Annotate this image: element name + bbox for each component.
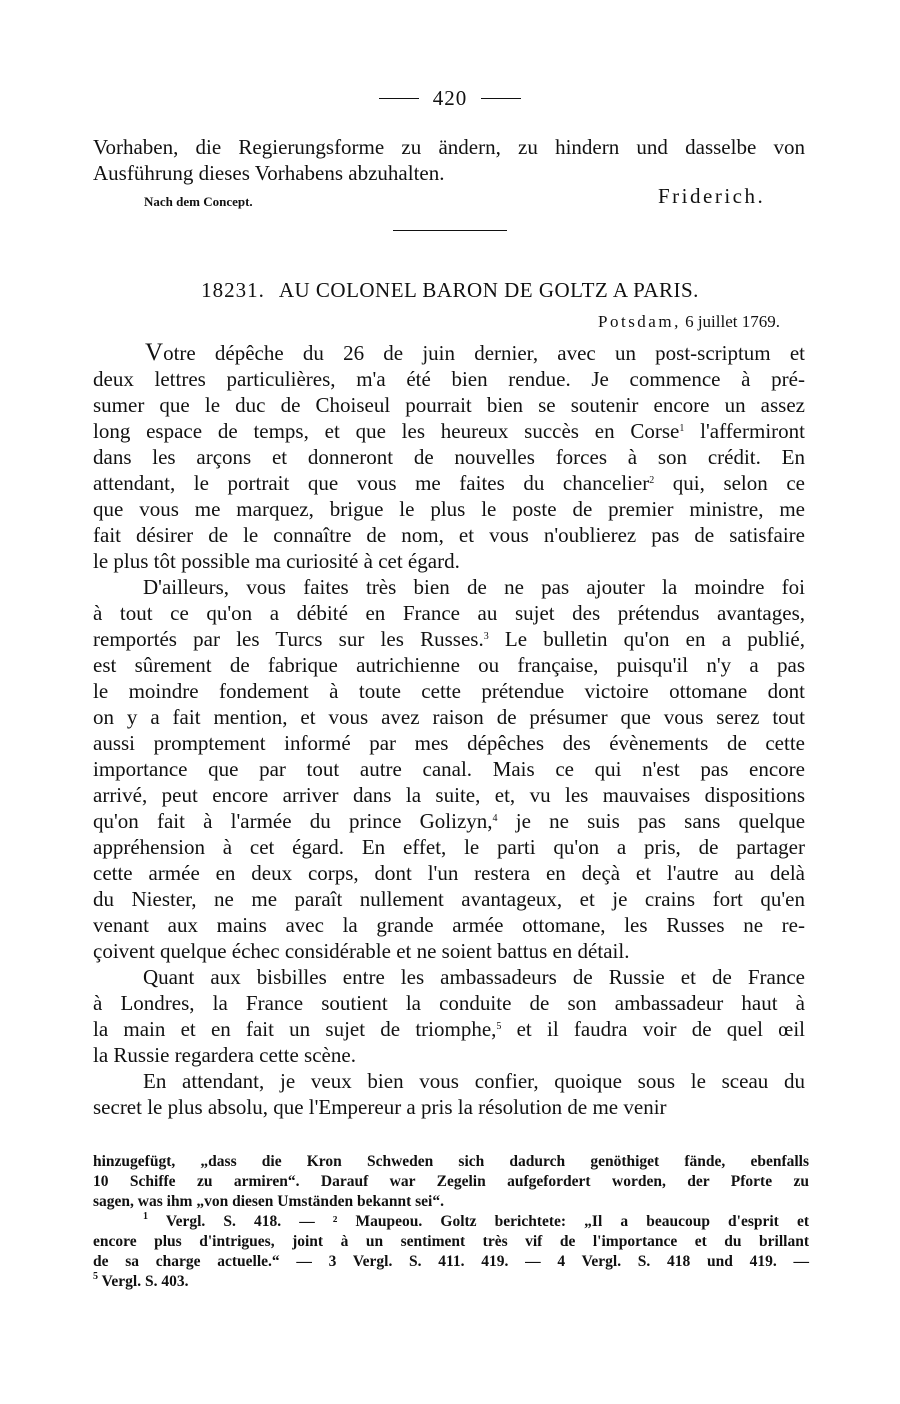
- body-line: [93, 1042, 805, 1068]
- footnote-text: sagen, was ihm „von diesen Umständen bekannt sei“.: [93, 1193, 444, 1210]
- body-line: [93, 886, 805, 912]
- footnote-line: [93, 1172, 809, 1192]
- body-line-continuation: Le bulletin qu'on en a publié,: [504, 627, 805, 651]
- body-line-text: à Londres, la France soutient la conduite de son ambassadeur haut à: [93, 991, 805, 1015]
- footnote-text: hinzugefügt, „dass die Kron Schweden sich dadurch genöthiget fände, ebenfalls: [93, 1153, 809, 1170]
- body-line: [93, 704, 805, 730]
- footnote-text: de sa charge actuelle.“ — 3 Vergl. S. 411. 419. — 4 Vergl. S. 418 und 419. —: [93, 1253, 809, 1270]
- body-line: [93, 496, 805, 522]
- body-line-text: sumer que le duc de Choiseul pourrait bien se soutenir encore un assez: [93, 393, 805, 417]
- body-line: [93, 366, 805, 392]
- body-line-text: le moindre fondement à toute cette prétendue victoire ottomane dont: [93, 679, 805, 703]
- top-line-1: Vorhaben, die Regierungsforme zu ändern, zu hindern und dasselbe von: [93, 135, 805, 159]
- letter-number: 18231.: [201, 278, 265, 302]
- body-line: [93, 912, 805, 938]
- body-line-text: deux lettres particulières, m'a été bien rendue. Je commence à pré-: [93, 367, 805, 391]
- footnote-mark: 2: [649, 475, 655, 486]
- footnote-text: encore plus d'intrigues, joint à un sentiment très vif de l'importance et du brillant: [93, 1233, 809, 1250]
- footnote-text: 10 Schiffe zu armiren“. Darauf war Zegelin aufgefordert worden, der Pforte zu: [93, 1173, 809, 1190]
- date: 6 juillet 1769.: [685, 312, 780, 331]
- signature: Friderich.: [658, 184, 766, 208]
- body-line-text: Votre dépêche du 26 de juin dernier, avec un post-scriptum et: [145, 339, 805, 366]
- place-date: [598, 312, 780, 332]
- body-line: [143, 574, 805, 600]
- body-line: [93, 860, 805, 886]
- initial-letter: V: [145, 339, 164, 366]
- body-line: [93, 808, 805, 834]
- top-line-2: Ausführung dieses Vorhabens abzuhalten.: [93, 161, 445, 185]
- footnote-line: [93, 1152, 809, 1172]
- footnote-line: [143, 1212, 809, 1232]
- body-line-text: importance que par tout autre canal. Mais ce qui n'est pas encore: [93, 757, 805, 781]
- footnote-line: [93, 1232, 809, 1252]
- body-line: [93, 548, 805, 574]
- body-line: [93, 1016, 805, 1042]
- body-line-text: la main et en fait un sujet de triomphe,: [93, 1017, 497, 1041]
- body-line-text: qu'on fait à l'armée du prince Golizyn,: [93, 809, 493, 833]
- body-line: [93, 470, 805, 496]
- body-line-text: venant aux mains avec la grande armée ottomane, les Russes ne re-: [93, 913, 805, 937]
- body-line: [93, 444, 805, 470]
- body-line-text: Quant aux bisbilles entre les ambassadeurs de Russie et de France: [143, 965, 805, 989]
- body-line: [93, 1094, 805, 1120]
- body-line-text: secret le plus absolu, que l'Empereur a pris la résolution de me venir: [93, 1095, 667, 1119]
- body-line: [93, 392, 805, 418]
- body-line: [93, 938, 805, 964]
- body-line: [93, 834, 805, 860]
- body-line-text: arrivé, peut encore arriver dans la suite, et, vu les mauvaises dispositions: [93, 783, 805, 807]
- footnote-line: [93, 1272, 809, 1292]
- footnote-mark: 5: [496, 1021, 502, 1032]
- body-line: [93, 782, 805, 808]
- body-line-text: le plus tôt possible ma curiosité à cet égard.: [93, 549, 460, 573]
- body-line-text: attendant, le portrait que vous me faites du chancelier: [93, 471, 650, 495]
- header-dash-right: [481, 98, 521, 99]
- body-line: [93, 730, 805, 756]
- body-line: [145, 340, 805, 366]
- body-line: [143, 1068, 805, 1094]
- body-line: [93, 418, 805, 444]
- body-line-continuation: je ne suis pas sans quelque: [515, 809, 806, 833]
- page-number: 420: [432, 86, 468, 110]
- body-line-text: long espace de temps, et que les heureux succès en Corse: [93, 419, 680, 443]
- body-line: [93, 600, 805, 626]
- body-line-continuation: l'affermiront: [700, 419, 805, 443]
- body-line: [93, 678, 805, 704]
- body-line-text: cette armée en deux corps, dont l'un restera en deçà et l'autre au delà: [93, 861, 805, 885]
- source-note: Nach dem Concept.: [144, 194, 253, 209]
- footnote-mark: 1: [679, 423, 685, 434]
- body-line-text: remportés par les Turcs sur les Russes.: [93, 627, 484, 651]
- body-line: [93, 652, 805, 678]
- body-line: [93, 626, 805, 652]
- body-line-text: du Niester, ne me paraît nullement avantageux, et je crains fort qu'en: [93, 887, 805, 911]
- footnote-line: [93, 1192, 809, 1212]
- section-divider: [393, 230, 507, 231]
- letter-heading: [0, 278, 900, 303]
- body-line-continuation: et il faudra voir de quel œil: [516, 1017, 805, 1041]
- footnote-text: Vergl. S. 418. — ² Maupeou. Goltz berichtete: „Il a beaucoup d'esprit et: [165, 1213, 809, 1230]
- body-line-text: que vous me marquez, brigue le plus le poste de premier ministre, me: [93, 497, 805, 521]
- page-header: [0, 86, 900, 111]
- footnote-mark: 3: [483, 631, 489, 642]
- body-line-text: est sûrement de fabrique autrichienne ou française, puisqu'il n'y a pas: [93, 653, 805, 677]
- letter-title: AU COLONEL BARON DE GOLTZ A PARIS.: [278, 278, 699, 302]
- body-line-continuation: qui, selon ce: [672, 471, 805, 495]
- body-line-text: En attendant, je veux bien vous confier, quoique sous le sceau du: [143, 1069, 805, 1093]
- body-line-text: D'ailleurs, vous faites très bien de ne pas ajouter la moindre foi: [143, 575, 805, 599]
- footnote-number: 1: [143, 1211, 148, 1222]
- body-line-text: çoivent quelque échec considérable et ne soient battus en détail.: [93, 939, 630, 963]
- footnote-text: Vergl. S. 403.: [101, 1273, 189, 1290]
- footnote-number: 5: [93, 1271, 98, 1282]
- body-line: [93, 522, 805, 548]
- body-line-text: aussi promptement informé par mes dépêches des évènements de cette: [93, 731, 805, 755]
- body-line-text: la Russie regardera cette scène.: [93, 1043, 356, 1067]
- body-line-text: dans les arçons et donneront de nouvelles forces à son crédit. En: [93, 445, 805, 469]
- body-line-text: fait désirer de le connaître de nom, et vous n'oublierez pas de satisfaire: [93, 523, 805, 547]
- footnote-mark: 4: [492, 813, 498, 824]
- body-line: [93, 990, 805, 1016]
- body-line-text: à tout ce qu'on a débité en France au sujet des prétendus avantages,: [93, 601, 805, 625]
- place: Potsdam,: [598, 312, 681, 331]
- footnote-line: [93, 1252, 809, 1272]
- body-line-text: appréhension à cet égard. En effet, le parti qu'on a pris, de partager: [93, 835, 805, 859]
- body-line: [143, 964, 805, 990]
- header-dash-left: [379, 98, 419, 99]
- body-line: [93, 756, 805, 782]
- body-line-text: on y a fait mention, et vous avez raison de présumer que vous serez tout: [93, 705, 805, 729]
